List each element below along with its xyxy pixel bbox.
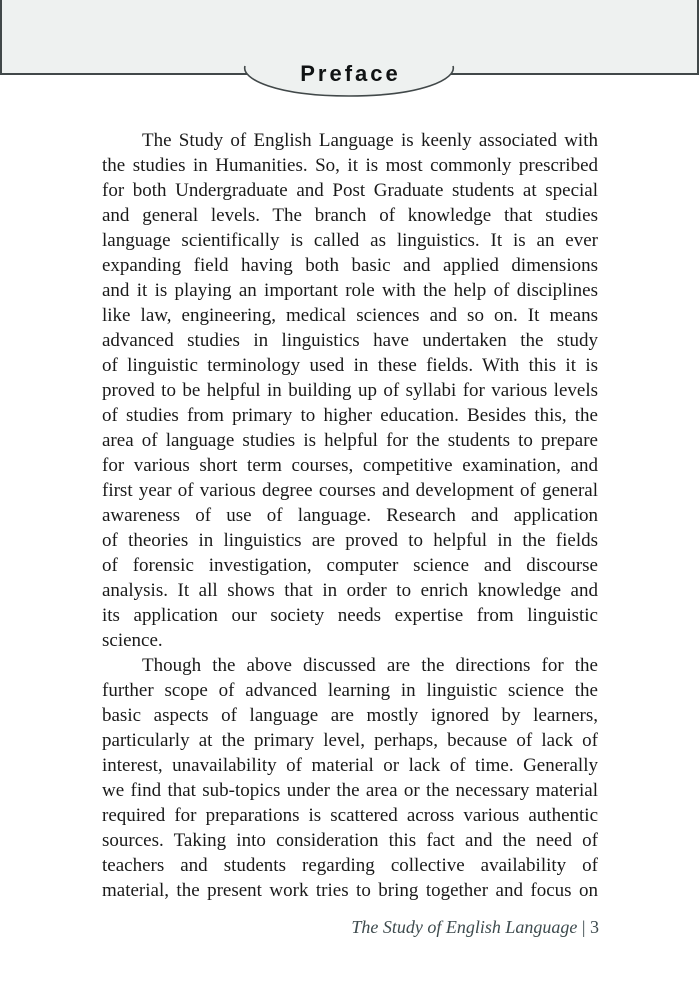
paragraph bbox=[102, 653, 598, 903]
text-line: area of language studies is helpful for the students to prepare bbox=[102, 430, 598, 451]
text-line: of theories in linguistics are proved to helpful in the fields bbox=[102, 530, 598, 551]
text-line: and general levels. The branch of knowledge that studies bbox=[102, 205, 598, 226]
text-line: analysis. It all shows that in order to enrich knowledge and bbox=[102, 580, 598, 601]
footer-separator-bar: | bbox=[581, 917, 586, 937]
text-line: required for preparations is scattered across various authentic bbox=[102, 805, 598, 826]
paragraph bbox=[102, 128, 598, 653]
text-line: and it is playing an important role with the help of disciplines bbox=[102, 280, 598, 301]
text-line: teachers and students regarding collective availability of bbox=[102, 855, 598, 876]
body-text bbox=[102, 128, 598, 903]
text-line: particularly at the primary level, perhaps, because of lack of bbox=[102, 730, 598, 751]
page-title: Preface bbox=[300, 61, 401, 86]
text-line: proved to be helpful in building up of syllabi for various levels bbox=[102, 380, 598, 401]
text-line: for various short term courses, competitive examination, and bbox=[102, 455, 598, 476]
text-line: language scientifically is called as linguistics. It is an ever bbox=[102, 230, 598, 251]
text-line: its application our society needs expertise from linguistic bbox=[102, 605, 598, 626]
footer-page-number: 3 bbox=[590, 917, 599, 937]
text-line: of studies from primary to higher education. Besides this, the bbox=[102, 405, 598, 426]
text-line: sources. Taking into consideration this fact and the need of bbox=[102, 830, 598, 851]
text-line: like law, engineering, medical sciences and so on. It means bbox=[102, 305, 598, 326]
text-line: of linguistic terminology used in these fields. With this it is bbox=[102, 355, 598, 376]
text-line: basic aspects of language are mostly ignored by learners, bbox=[102, 705, 598, 726]
text-line: awareness of use of language. Research and application bbox=[102, 505, 598, 526]
footer-book-title: The Study of English Language bbox=[351, 917, 578, 937]
text-line: of forensic investigation, computer science and discourse bbox=[102, 555, 598, 576]
text-line: advanced studies in linguistics have undertaken the study bbox=[102, 330, 598, 351]
page-footer bbox=[102, 917, 599, 938]
text-line: interest, unavailability of material or lack of time. Generally bbox=[102, 755, 598, 776]
text-line: science. bbox=[102, 630, 163, 651]
text-line: further scope of advanced learning in linguistic science the bbox=[102, 680, 598, 701]
text-line: the studies in Humanities. So, it is most commonly prescribed bbox=[102, 155, 598, 176]
text-line: first year of various degree courses and development of general bbox=[102, 480, 598, 501]
text-line: Though the above discussed are the directions for the bbox=[142, 655, 598, 676]
text-line: The Study of English Language is keenly associated with bbox=[142, 130, 598, 151]
text-line: expanding field having both basic and applied dimensions bbox=[102, 255, 598, 276]
text-line: we find that sub-topics under the area or the necessary material bbox=[102, 780, 598, 801]
text-line: for both Undergraduate and Post Graduate students at special bbox=[102, 180, 598, 201]
text-line: material, the present work tries to bring together and focus on bbox=[102, 880, 598, 901]
